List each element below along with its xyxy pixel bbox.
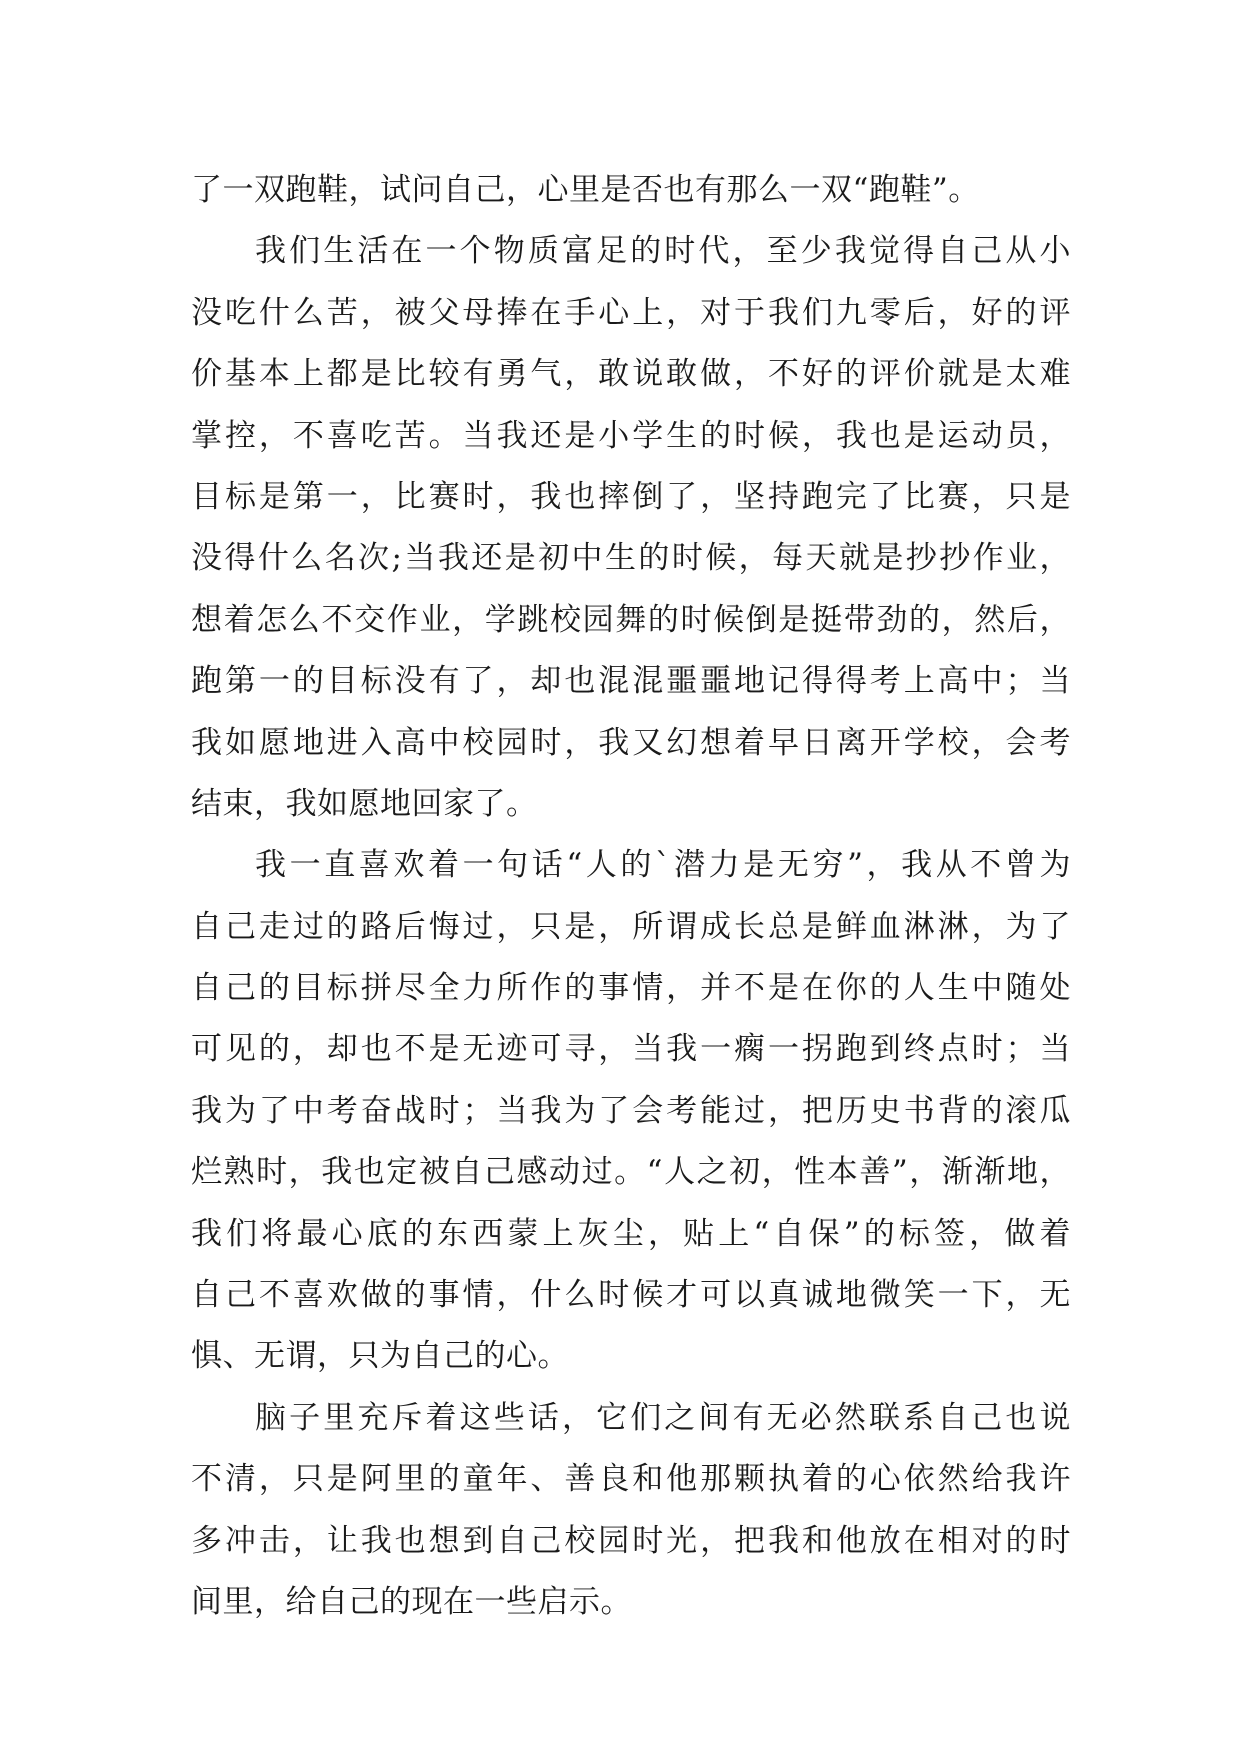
text-line: 价基本上都是比较有勇气，敢说敢做，不好的评价就是太难 (191, 356, 1071, 393)
text-line: 自己不喜欢做的事情，什么时候才可以真诚地微笑一下，无 (191, 1277, 1071, 1314)
text-line: 惧、无谓，只为自己的心。 (191, 1338, 569, 1375)
text-line: 我为了中考奋战时；当我为了会考能过，把历史书背的滚瓜 (191, 1092, 1071, 1129)
text-line: 间里，给自己的现在一些启示。 (191, 1583, 632, 1620)
text-line: 没得什么名次;当我还是初中生的时候，每天就是抄抄作业， (191, 540, 1071, 577)
text-line: 目标是第一，比赛时，我也摔倒了，坚持跑完了比赛，只是 (191, 478, 1071, 515)
text-line: 烂熟时，我也定被自己感动过。“人之初，性本善”，渐渐地， (191, 1154, 1071, 1191)
text-line: 我如愿地进入高中校园时，我又幻想着早日离开学校，会考 (191, 724, 1071, 761)
text-line: 想着怎么不交作业，学跳校园舞的时候倒是挺带劲的，然后， (191, 601, 1071, 638)
text-line: 掌控，不喜吃苦。当我还是小学生的时候，我也是运动员， (191, 417, 1071, 454)
text-line: 了一双跑鞋，试问自己，心里是否也有那么一双“跑鞋”。 (191, 172, 980, 208)
text-line: 我们将最心底的东西蒙上灰尘，贴上“自保”的标签，做着 (191, 1215, 1071, 1252)
text-line: 结束，我如愿地回家了。 (191, 785, 538, 822)
text-line: 跑第一的目标没有了，却也混混噩噩地记得得考上高中；当 (191, 663, 1071, 700)
text-line: 自己走过的路后悔过，只是，所谓成长总是鲜血淋淋，为了 (191, 908, 1071, 945)
text-line: 自己的目标拼尽全力所作的事情，并不是在你的人生中随处 (191, 970, 1071, 1007)
paragraph-first-line: 我们生活在一个物质富足的时代，至少我觉得自己从小 (255, 233, 1071, 270)
text-line: 可见的，却也不是无迹可寻，当我一瘸一拐跑到终点时；当 (191, 1031, 1071, 1068)
paragraph-first-line: 脑子里充斥着这些话，它们之间有无必然联系自己也说 (255, 1399, 1071, 1436)
paragraph-first-line: 我一直喜欢着一句话“人的`潜力是无穷”，我从不曾为 (255, 847, 1071, 884)
body-text (191, 160, 1071, 1633)
text-line: 不清，只是阿里的童年、善良和他那颗执着的心依然给我许 (191, 1461, 1071, 1498)
text-line: 没吃什么苦，被父母捧在手心上，对于我们九零后，好的评 (191, 294, 1071, 331)
text-line: 多冲击，让我也想到自己校园时光，把我和他放在相对的时 (191, 1522, 1071, 1559)
